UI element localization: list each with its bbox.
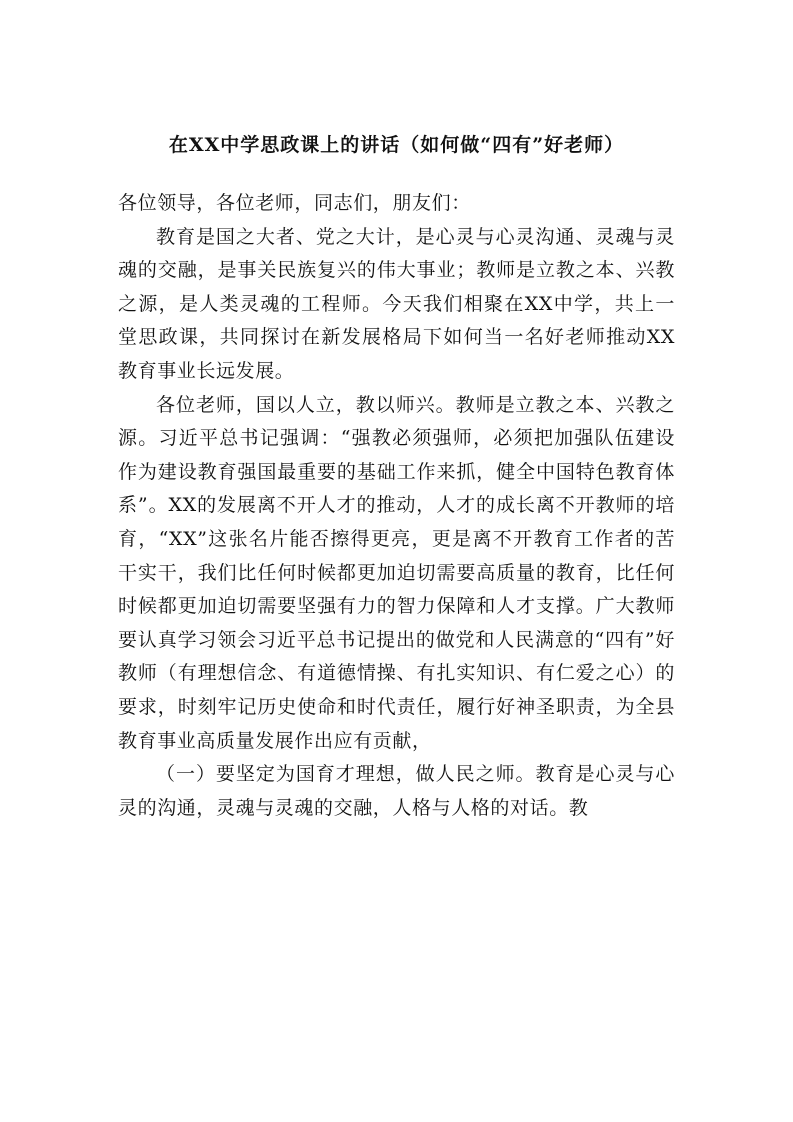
paragraph-2: 各位老师，国以人立，教以师兴。教师是立教之本、兴教之源。习近平总书记强调：“强教必须强师，必须把加强队伍建设作为建设教育强国最重要的基础工作来抓，健全中国特色教育体系”。XX的发展离不开人才的推动，人才的成长离不开教师的培育，“XX”这张名片能否擦得更亮，更是离不开教育工作者的苦干实干，我们比任何时候都更加迫切需要高质量的教育，比任何时候都更加迫切需要坚强有力的智力保障和人才支撑。广大教师要认真学习领会习近平总书记提出的做党和人民满意的“四有”好教师（有理想信念、有道德情操、有扎实知识、有仁爱之心）的要求，时刻牢记历史使命和时代责任，履行好神圣职责，为全县教育事业高质量发展作出应有贡献，: [118, 393, 675, 752]
paragraph-3: （一）要坚定为国育才理想，做人民之师。教育是心灵与心灵的沟通，灵魂与灵魂的交融，人格与人格的对话。教: [118, 763, 675, 819]
document-body: [118, 187, 675, 825]
document-title: 在XX中学思政课上的讲话（如何做“四有”好老师）: [168, 134, 625, 156]
salutation: 各位领导，各位老师，同志们，朋友们：: [118, 192, 471, 214]
paragraph-1: 教育是国之大者、党之大计，是心灵与心灵沟通、灵魂与灵魂的交融，是事关民族复兴的伟大事业；教师是立教之本、兴教之源，是人类灵魂的工程师。今天我们相聚在XX中学，共上一堂思政课，共同探讨在新发展格局下如何当一名好老师推动XX教育事业长远发展。: [118, 225, 675, 382]
